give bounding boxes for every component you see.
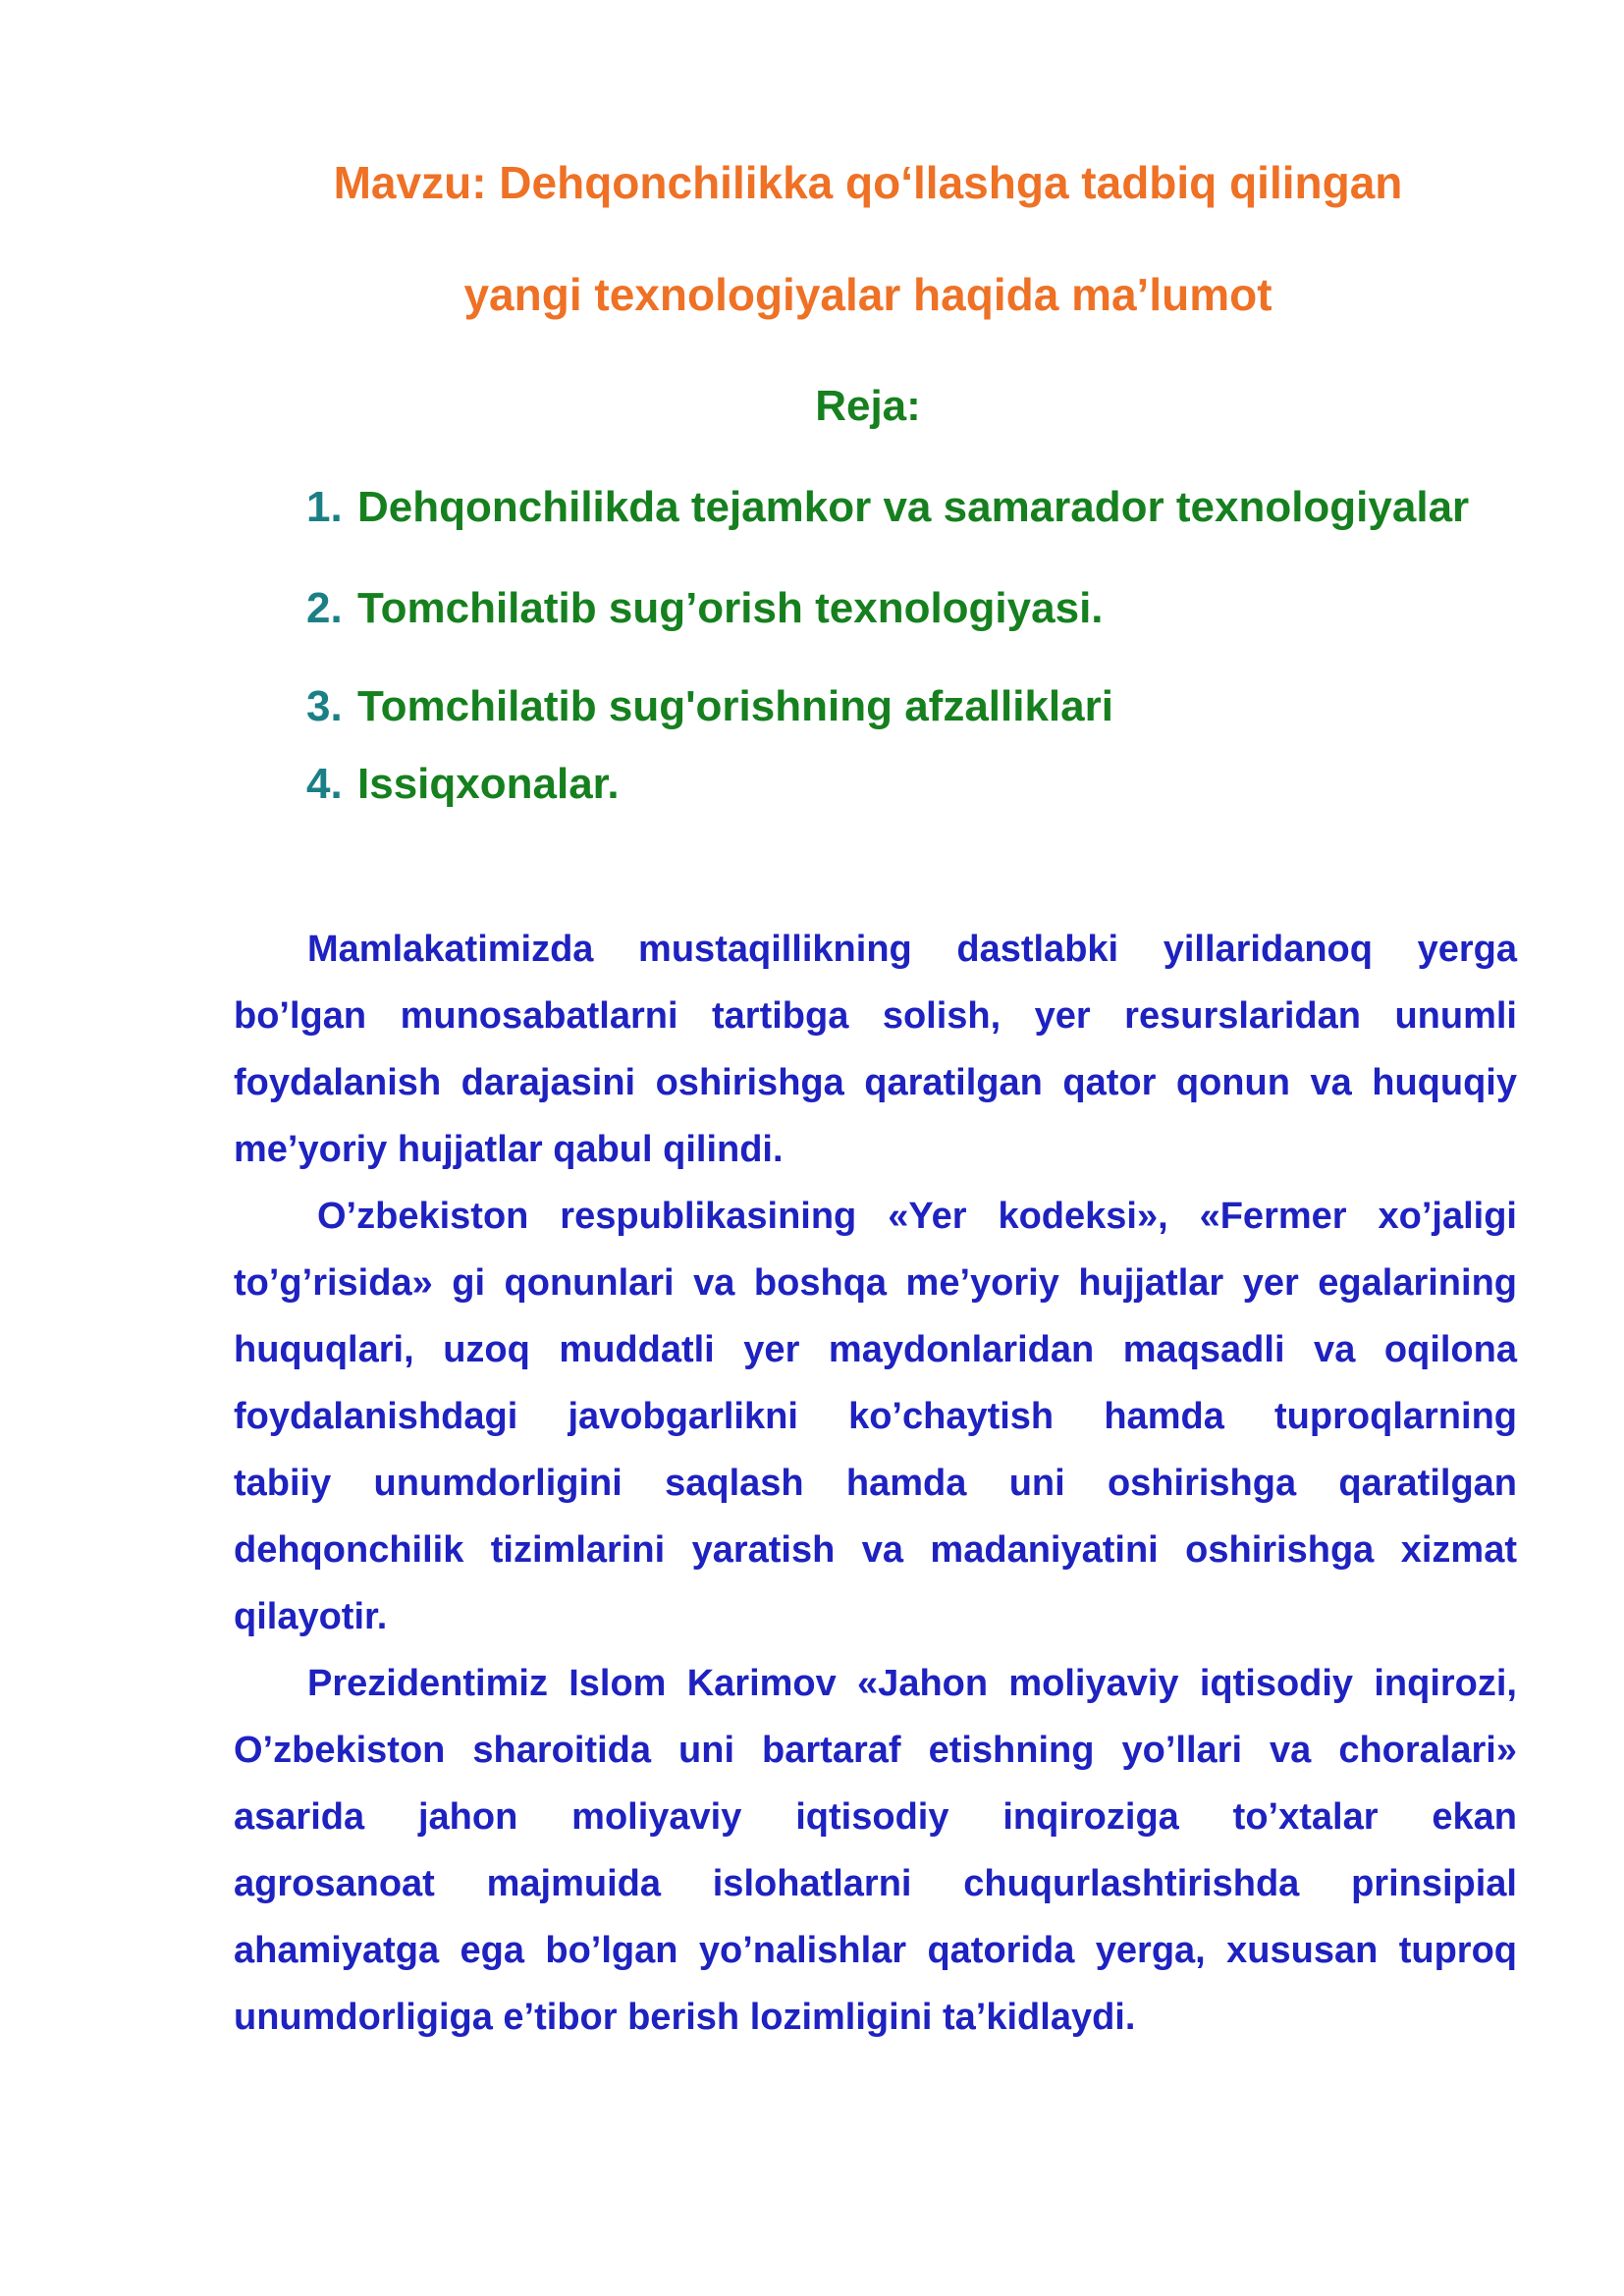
paragraph-line: Prezidentimiz Islom Karimov «Jahon moliyaviy iqtisodiy inqirozi, — [307, 1663, 1517, 1704]
paragraph-line: tabiiy unumdorligini saqlash hamda uni oshirishga qaratilgan — [234, 1463, 1517, 1504]
paragraph-line: asarida jahon moliyaviy iqtisodiy inqiroziga to’xtalar ekan — [234, 1796, 1517, 1838]
body-paragraph-1 — [234, 916, 1517, 1183]
body-paragraph-3 — [234, 1650, 1517, 2051]
paragraph-line: foydalanish darajasini oshirishga qaratilgan qator qonun va huquqiy — [234, 1062, 1517, 1103]
paragraph-line: O’zbekiston respublikasining «Yer kodeksi», «Fermer xo’jaligi — [317, 1196, 1517, 1237]
plan-heading: Reja: — [815, 382, 921, 430]
plan-item-text: Dehqonchilikda tejamkor va samarador texnologiyalar — [357, 483, 1470, 531]
plan-item-text: Tomchilatib sug’orish texnologiyasi. — [357, 584, 1104, 632]
plan-item — [306, 758, 620, 811]
plan-item-text: Tomchilatib sug'orishning afzalliklari — [357, 682, 1113, 730]
paragraph-line: bo’lgan munosabatlarni tartibga solish, yer resurslaridan unumli — [234, 995, 1517, 1037]
paragraph-line: dehqonchilik tizimlarini yaratish va madaniyatini oshirishga xizmat — [234, 1529, 1517, 1571]
plan-item-number: 2. — [306, 584, 343, 632]
title-line-1: Mavzu: Dehqonchilikka qo‘llashga tadbiq qilingan — [333, 157, 1403, 208]
body-paragraph-2 — [234, 1183, 1517, 1650]
plan-item — [306, 481, 1469, 534]
paragraph-line: ahamiyatga ega bo’lgan yo’nalishlar qatorida yerga, xususan tuproq — [234, 1930, 1517, 1971]
title-line-2: yangi texnologiyalar haqida ma’lumot — [463, 269, 1272, 320]
paragraph-line: agrosanoat majmuida islohatlarni chuqurlashtirishda prinsipial — [234, 1863, 1517, 1904]
paragraph-line: me’yoriy hujjatlar qabul qilindi. — [234, 1129, 784, 1170]
paragraph-line: huquqlari, uzoq muddatli yer maydonlaridan maqsadli va oqilona — [234, 1329, 1517, 1370]
paragraph-line: to’g’risida» gi qonunlari va boshqa me’yoriy hujjatlar yer egalarining — [234, 1262, 1517, 1304]
paragraph-line: Mamlakatimizda mustaqillikning dastlabki yillaridanoq yerga — [307, 929, 1517, 970]
plan-item-number: 1. — [306, 483, 343, 531]
plan-item — [306, 582, 1104, 635]
plan-item-number: 4. — [306, 760, 343, 808]
paragraph-line: qilayotir. — [234, 1596, 388, 1637]
paragraph-line: foydalanishdagi javobgarlikni ko’chaytish hamda tuproqlarning — [234, 1396, 1517, 1437]
plan-item-number: 3. — [306, 682, 343, 730]
paragraph-line: O’zbekiston sharoitida uni bartaraf etishning yo’llari va choralari» — [234, 1730, 1517, 1771]
plan-item — [306, 680, 1113, 733]
plan-item-text: Issiqxonalar. — [357, 760, 620, 808]
paragraph-line: unumdorligiga e’tibor berish lozimligini ta’kidlaydi. — [234, 1997, 1136, 2038]
